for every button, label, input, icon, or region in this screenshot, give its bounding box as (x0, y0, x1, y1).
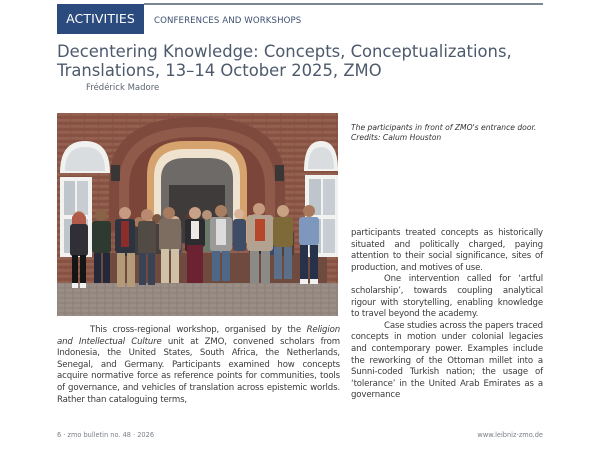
body-column-right (351, 228, 543, 402)
section-tab-activities: ACTIVITIES (57, 4, 144, 34)
footer-website: www.leibniz-zmo.de (477, 431, 543, 439)
caption-text: The participants in front of ZMO's entrance door. (351, 123, 537, 132)
article-author: Frédérick Madore (86, 83, 160, 93)
article-title: Decentering Knowledge: Concepts, Conceptualizations, Translations, 13–14 October 2025, ZMO (57, 42, 512, 80)
body-column-left (57, 325, 340, 406)
footer-page-info: 6 · zmo bulletin no. 48 · 2026 (57, 431, 155, 439)
photo-caption (351, 123, 551, 143)
unit-name: Religion and Intellectual Culture (57, 325, 340, 347)
body-paragraph: Case studies across the papers traced concepts in motion under colonial legacies and contemporary power. Examples include the reworking of the Ottoman millet into a Sunni-coded Turkish nation; the usage of ‘tolerance’ in the United Arab Emirates as a governance (351, 320, 543, 401)
body-text: This cross-regional workshop, organised by the (90, 325, 307, 335)
subsection-label: CONFERENCES AND WORKSHOPS (154, 16, 302, 26)
body-paragraph (57, 325, 340, 406)
header-rule (144, 3, 543, 5)
group-photo (57, 113, 338, 316)
body-paragraph: participants treated concepts as historically situated and politically charged, paying attention to their social significance, sites of production, and motives of use. (351, 228, 543, 273)
body-text: unit at ZMO, convened scholars from Indonesia, the United States, South Africa, the Netherlands, Senegal, and Germany. Participants examined how concepts acquire normative force as reference points for communities, tools of governance, and vehicles of translation across epistemic worlds. Rather than cataloguing terms, (57, 336, 340, 405)
caption-credits: Credits: Calum Houston (351, 133, 442, 142)
body-paragraph: One intervention called for ‘artful scholarship’, towards coupling analytical rigour with storytelling, enabling knowledge to travel beyond the academy. (351, 274, 543, 320)
